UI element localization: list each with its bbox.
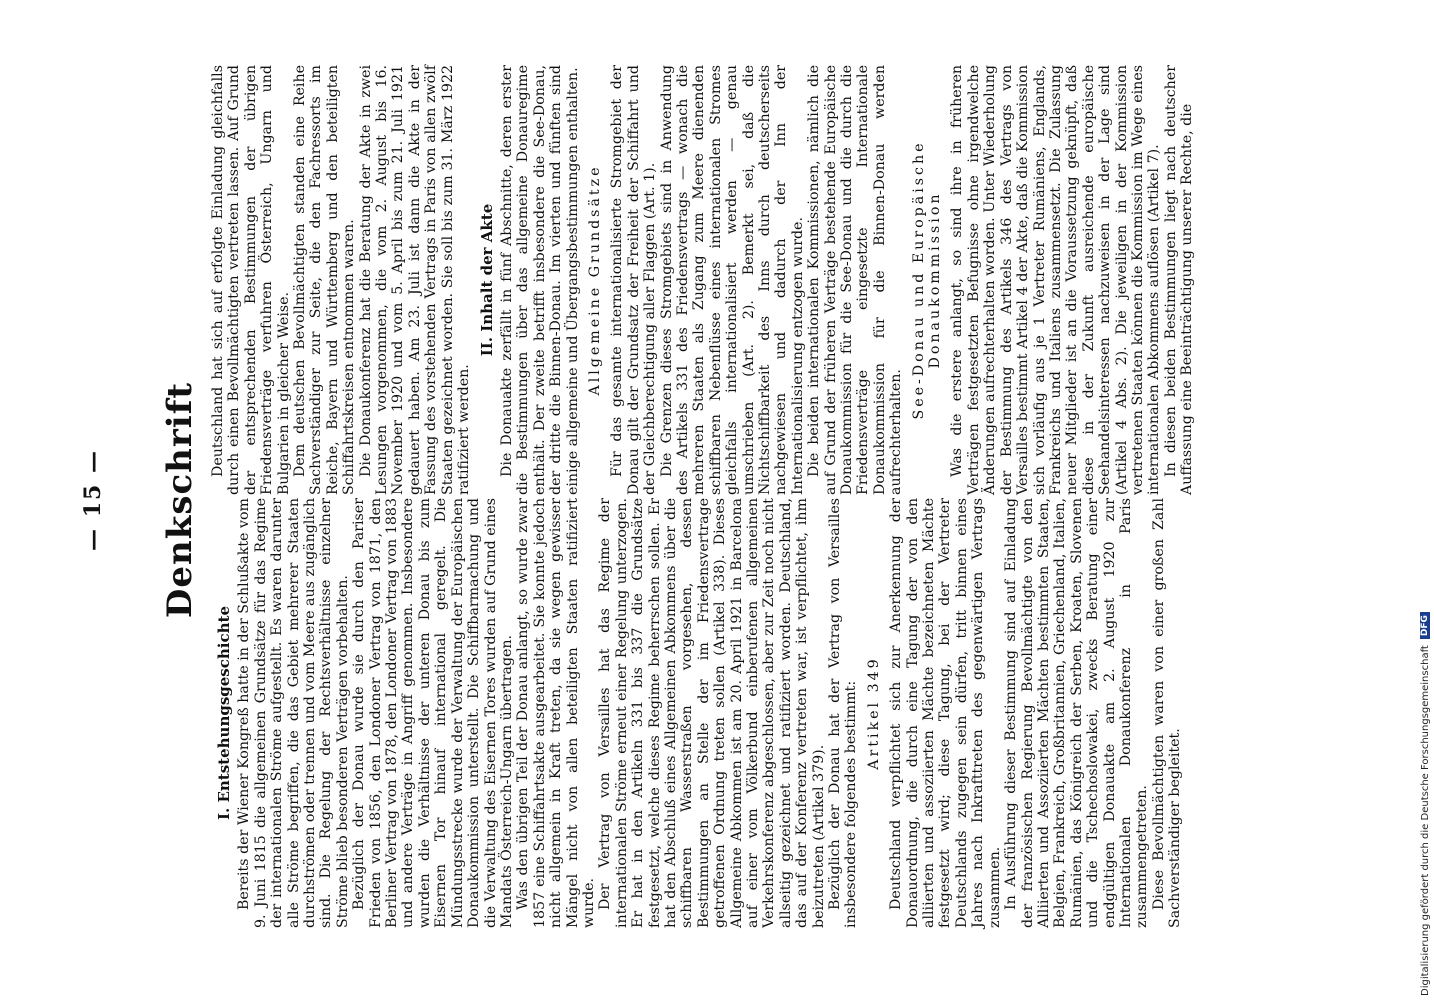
article-heading: Artikel 349 <box>865 656 882 770</box>
dfg-logo: DFG <box>1420 612 1430 639</box>
paragraph: In diesen beiden Bestimmungen liegt nach deutscher Auffassung eine Beeinträchtigung unserer Rechte, die <box>1162 65 1196 495</box>
paragraph: Bezüglich der Donau hat der Vertrag von Versailles insbesondere folgendes bestimmt: <box>827 498 860 928</box>
paragraph: Die Donaukonferenz hat die Beratung der Akte in zwei Lesungen vorgenommen, die vom 2. August bis 16. November 1920 und vom 5. April bis zum 21. Juli 1921 gedauert haben. Am 23. Juli ist dann die Akte in der Fassung des vorstehenden Vertrags in Paris von allen zwölf Staaten gezeichnet worden. Sie soll bis zum 31. März 1922 ratifiziert werden. <box>357 65 473 495</box>
paragraph: Bezüglich der Donau wurde sie durch den Pariser Frieden von 1856, den Londoner Vertrag von 1871, den Berliner Vertrag von 1878, den Londoner Vertrag von 1883 und andere Verträge in Angriff genommen. Insbesondere wurden die Verhältnisse der unteren Donau bis zum Eisernen Tor hinauf international geregelt. Die Mündungsstrecke wurde der Verwaltung der Europäischen Donaukommission unterstellt. Die Schiffbarmachung und die Verwaltung des Eisernen Tores wurden auf Grund eines Mandats Österreich-Ungarn übertragen. <box>351 498 515 928</box>
page-number: — 15 — <box>80 449 106 551</box>
paragraph: Der Vertrag von Versailles hat das Regime der internationalen Ströme erneut einer Regelung unterzogen. Er hat in den Artikeln 331 bis 337 die Grundsätze festgesetzt, welche dieses Regime beherrschen sollen. Er hat den Abschluß eines Allgemeinen Abkommens über die schiffbaren Wasserstraßen vorgesehen, dessen Bestimmungen an Stelle der im Friedensvertrage getroffenen Ordnung treten sollen (Artikel 338). Dieses Allgemeine Abkommen ist am 20. April 1921 in Barcelona auf einer vom Völkerbund einberufenen allgemeinen Verkehrskonferenz abgeschlossen, aber zur Zeit noch nicht allseitig gezeichnet und ratifiziert worden. Deutschland, das auf der Konferenz vertreten war, ist verpflichtet, ihm beizutreten (Artikel 379). <box>597 498 827 928</box>
paragraph: Die Grenzen dieses Stromgebiets sind in Anwendung des Artikels 331 des Friedensvertrags — wonach die mehreren Staaten als Zugang zum Meere dienenden schiffbaren Nebenflüsse eines internationalen Stromes gleichfalls internationalisiert werden — genau umschrieben (Art. 2). Bemerkt sei, daß die Nichtschiffbarkeit des Inns durch deutscherseits nachgewiesen und dadurch der Inn der Internationalisierung entzogen wurde. <box>658 65 806 495</box>
paragraph: Diese Bevollmächtigten waren von einer großen Zahl Sachverständiger begleitet. <box>1150 498 1184 928</box>
page-title: Denkschrift <box>160 381 200 619</box>
paragraph: Deutschland verpflichtet sich zur Anerkennung der Donauordnung, die durch eine Tagung der von den alliierten und assoziierten Mächte bezeichneten Mächte festgesetzt wird; diese Tagung, bei der Vertreter Deutschlands zugegen sein dürfen, tritt binnen eines Jahres nach Inkrafttreten des gegenwärtigen Vertrags zusammen. <box>888 498 1003 928</box>
paragraph: Die Donauakte zerfällt in fünf Abschnitte, deren erster die Bestimmungen über das allgemeine Donauregime enthält. Der zweite betrifft insbesondere die See-Donau, der dritte die Binnen-Donau. Im vierten und fünften sind einige allgemeine und Übergangsbestimmungen enthalten. <box>498 65 581 495</box>
paragraph: Deutschland hat sich auf erfolgte Einladung gleichfalls durch einen Bevollmächtigten vertreten lassen. Auf Grund der entsprechenden Bestimmungen der übrigen Friedensverträge verfuhren Österreich, Ungarn und Bulgarien in gleicher Weise. <box>210 65 292 495</box>
paragraph: Bereits der Wiener Kongreß hatte in der Schlußakte vom 9. Juni 1815 die allgemeinen Grundsätze für das Regime der internationalen Ströme aufgestellt. Es waren darunter alle Ströme begriffen, die das Gebiet mehrerer Staaten durchströmen oder trennen und vom Meere aus zugänglich sind. Die Regelung der Rechtsverhältnisse einzelner Ströme blieb besonderen Verträgen vorbehalten. <box>236 498 351 928</box>
section-heading-history: I. Entstehungsgeschichte <box>215 605 233 821</box>
paragraph: Was den übrigen Teil der Donau anlangt, so wurde zwar 1857 eine Schiffahrtsakte ausgearbeitet. Sie konnte jedoch nicht allgemein in Kraft treten, da sie wegen gewisser Mängel nicht von allen beteiligten Staaten ratifiziert wurde. <box>515 498 597 928</box>
paragraph: Was die erstere anlangt, so sind ihre in früheren Verträgen festgesetzten Befugnisse ohne irgendwelche Änderungen aufrechterhalten worden. Unter Wiederholung der Bestimmung des Artikels 346 des Vertrags von Versailles bestimmt Artikel 4 der Akte, daß die Kommission sich vorläufig aus je 1 Vertreter Rumäniens, Englands, Frankreichs und Italiens zusammensetzt. Die Zulassung neuer Mitglieder ist an die Voraussetzung geknüpft, daß diese in der Zukunft ausreichende europäische Seehandelsinteressen nachzuweisen in der Lage sind (Artikel 4 Abs. 2). Die jeweiligen in der Kommission vertretenen Staaten können die Kommission im Wege eines internationalen Abkommens auflösen (Artikel 7). <box>949 65 1163 495</box>
funding-note-text: Digitalisierung gefördert durch die Deutsche Forschungsgemeinschaft <box>1419 645 1431 996</box>
subheading-general-principles: Allgemeine Grundsätze <box>586 164 603 396</box>
paragraph: Für das gesamte internationalisierte Stromgebiet der Donau gilt der Grundsatz der Freiheit der Schiffahrt und der Gleichberechtigung aller Flaggen (Art. 1). <box>609 65 659 495</box>
right-column <box>210 65 1196 495</box>
funding-note <box>1418 16 1432 996</box>
subheading-sea-danube: See-Donau und Europäische Donaukommission <box>910 140 944 420</box>
paragraph: In Ausführung dieser Bestimmung sind auf Einladung der französischen Regierung Bevollmächtigte von den Alliierten und Assoziierten Mächten bestimmten Staaten, Belgien, Frankreich, Großbritannien, Griechenland, Italien, Rumänien, das Königreich der Serben, Kroaten, Slovenen und die Tschechoslowakei, zwecks Beratung einer endgültigen Donauakte am 2. August 1920 zur Internationalen Donaukonferenz in Paris zusammengetreten. <box>1003 498 1151 928</box>
section-heading-content: II. Inhalt der Akte <box>477 203 496 357</box>
paragraph: Die beiden internationalen Kommissionen, nämlich die auf Grund der früheren Verträge bestehende Europäische Donaukommission für die See-Donau und die durch die Friedensverträge eingesetzte Internationale Donaukommission für die Binnen-Donau werden aufrechterhalten. <box>806 65 905 495</box>
paragraph: Dem deutschen Bevollmächtigten standen eine Reihe Sachverständiger zur Seite, die den Fachressorts im Reiche, Bayern und Württemberg und den beteiligten Schiffahrtskreisen entnommen waren. <box>292 65 358 495</box>
left-column <box>210 498 1184 928</box>
